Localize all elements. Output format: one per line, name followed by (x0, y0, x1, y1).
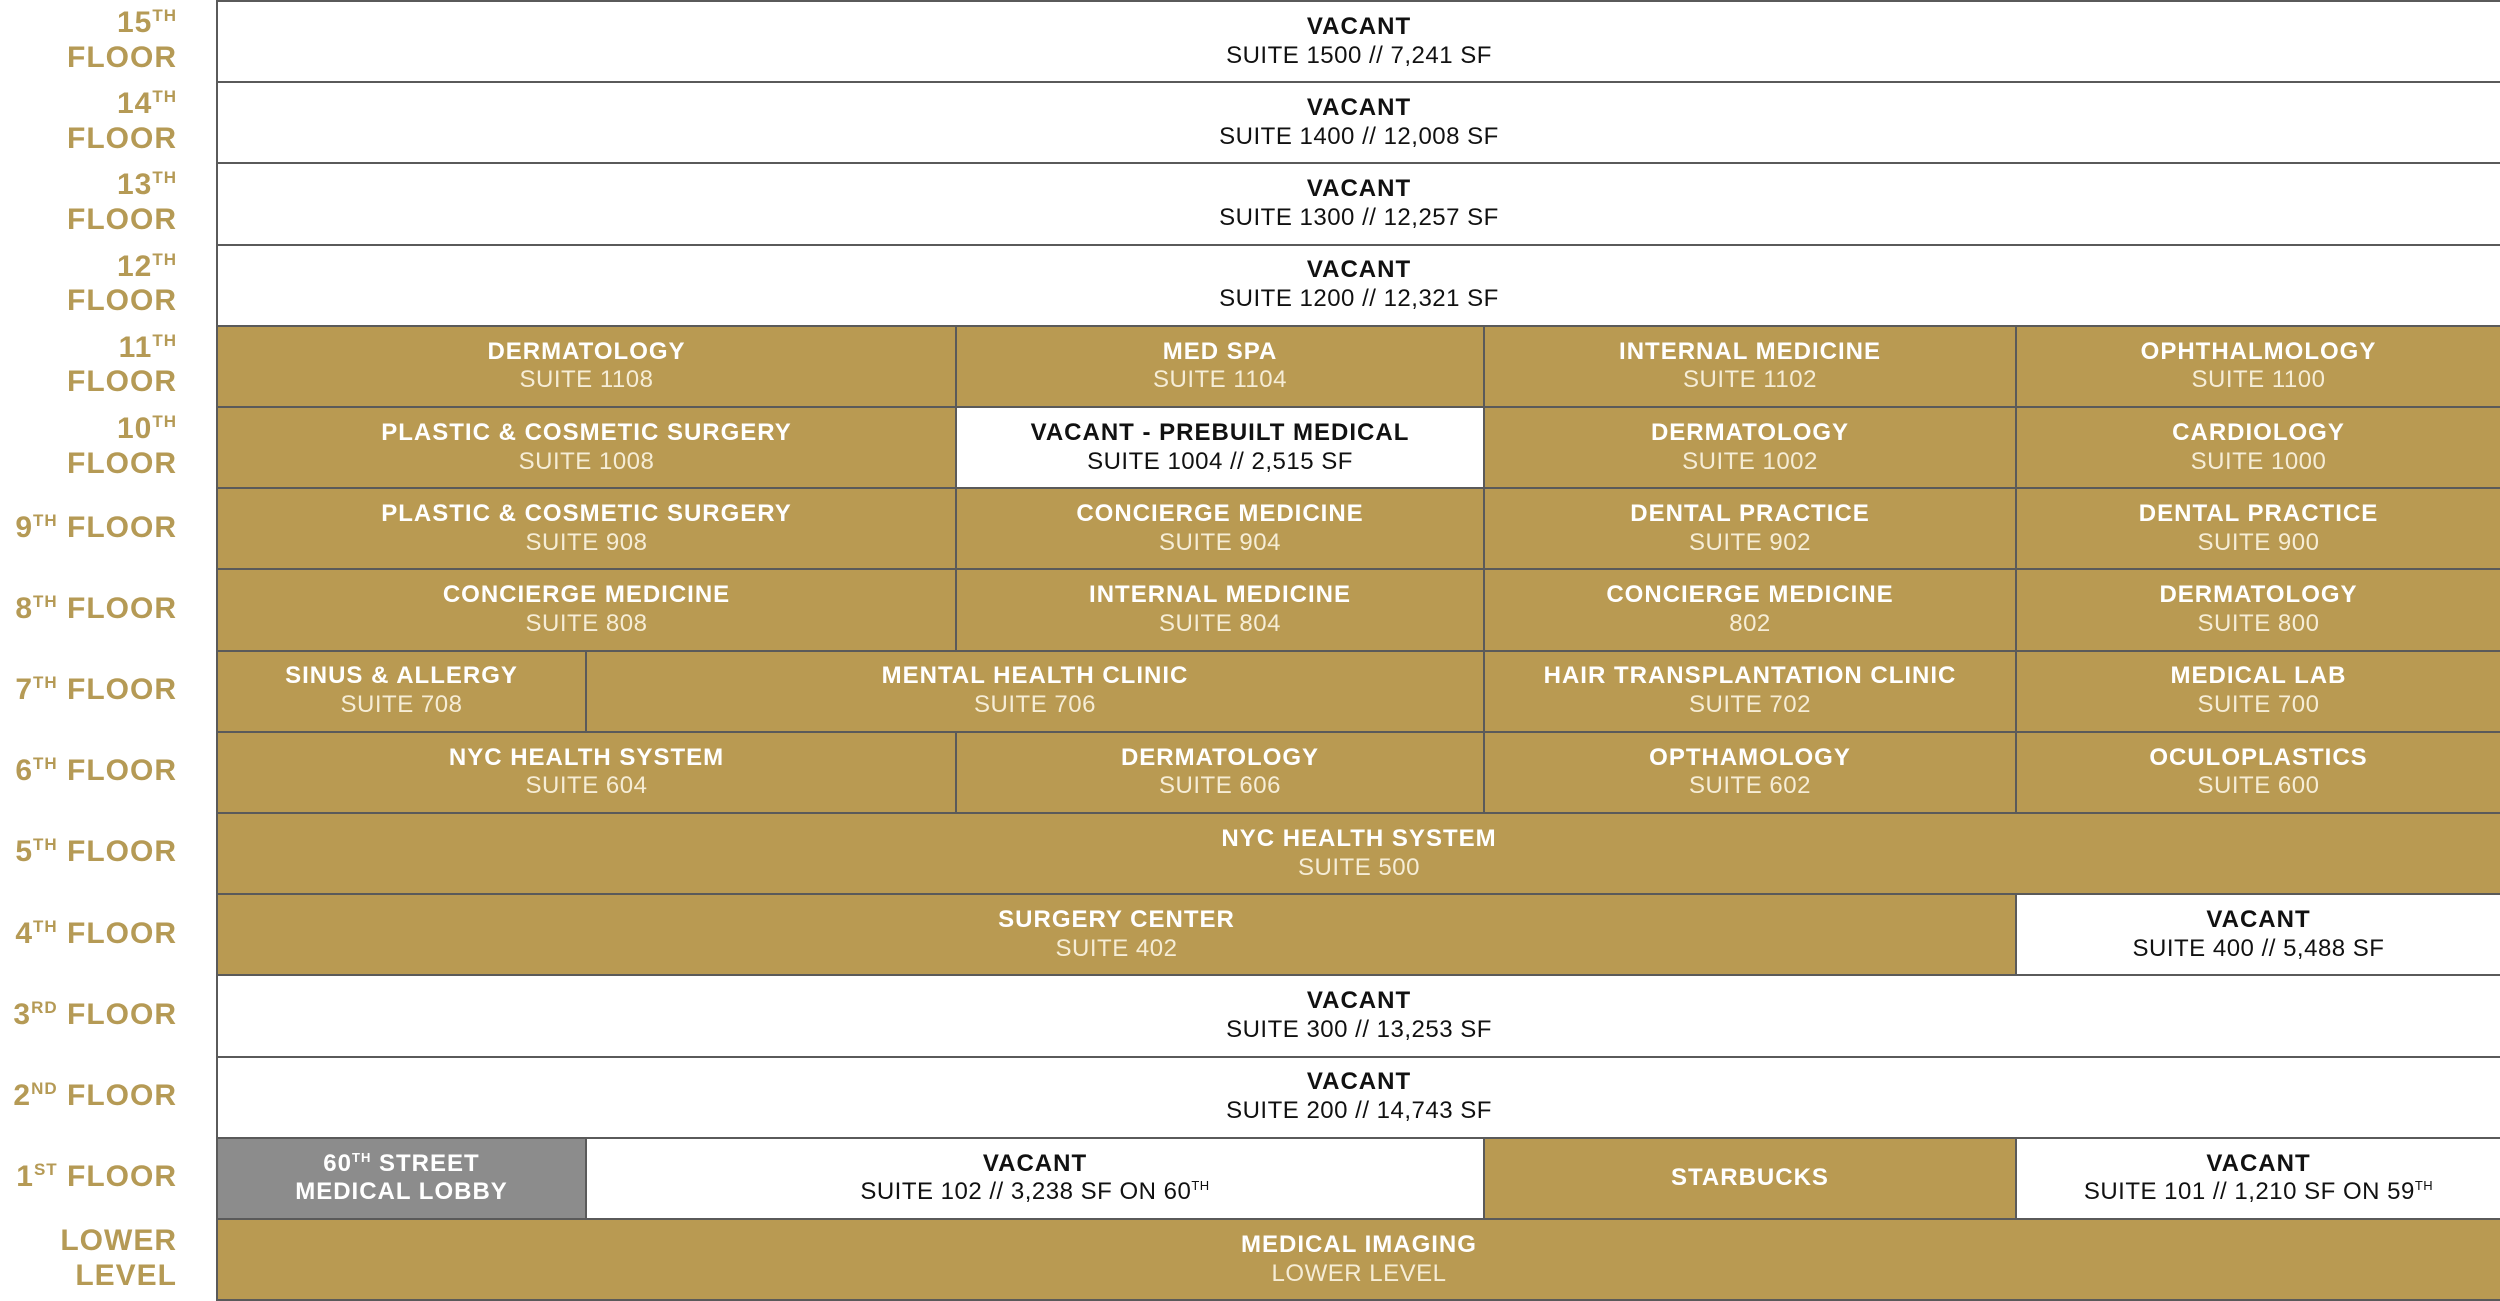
suite-name (1307, 94, 1411, 123)
suite-name (2139, 500, 2378, 529)
suite-detail-text: SUITE 804 (1159, 609, 1281, 637)
suite-name-text: DERMATOLOGY (1650, 418, 1850, 446)
suite-detail-text: SUITE 606 (1159, 772, 1281, 800)
suite-detail-text: SUITE 1008 (518, 447, 655, 475)
suite-detail-text: 802 (1729, 609, 1771, 637)
suite-name (323, 1150, 479, 1179)
suite-detail (1226, 1097, 1492, 1126)
suite-name-text: DERMATOLOGY (2159, 581, 2358, 609)
suite-detail (1683, 366, 1817, 395)
floor-ordinal-suffix: TH (152, 6, 177, 26)
suite-name-text: VACANT (1306, 987, 1412, 1015)
suite-detail-text: SUITE 1500 // 7,241 SF (1226, 41, 1492, 69)
suite-name-text: CARDIOLOGY (2172, 418, 2345, 446)
suite-detail-text: SUITE 200 // 14,743 SF (1226, 1097, 1492, 1125)
suite-name (2149, 744, 2367, 773)
suite-block-11-4[interactable] (2015, 325, 2500, 408)
suite-block-6-2[interactable] (955, 731, 1485, 814)
floor-label-text: 5TH FLOOR (15, 835, 177, 869)
suite-block-7-4[interactable] (2015, 650, 2500, 733)
suite-block-9-3[interactable] (1483, 487, 2017, 570)
floor-label-text: 3RD FLOOR (13, 997, 177, 1031)
suite-detail-text: SUITE 602 (1689, 772, 1811, 800)
suite-block-8-3[interactable] (1483, 568, 2017, 651)
suite-name-text: OPTHAMOLOGY (1649, 743, 1851, 771)
suite-name-text: OPHTHALMOLOGY (2140, 337, 2377, 365)
suite-name-text: INTERNAL MEDICINE (1619, 337, 1881, 365)
suite-block-10-1[interactable] (216, 406, 957, 489)
suite-name-text: MENTAL HEALTH CLINIC (881, 662, 1189, 690)
suite-detail (1689, 691, 1811, 720)
suite-block-4-2[interactable] (2015, 893, 2500, 976)
suite-name (381, 419, 791, 448)
suite-name-text: MEDICAL LAB (2170, 662, 2347, 690)
floor-label-text: 9TH FLOOR (15, 510, 177, 544)
suite-name (983, 1150, 1087, 1179)
suite-name (381, 500, 791, 529)
suite-detail (2191, 448, 2327, 477)
suite-detail-text: SUITE 1200 // 12,321 SF (1219, 285, 1499, 313)
floor-label-7 (0, 650, 210, 731)
suite-name (449, 744, 724, 773)
suite-detail (2198, 772, 2320, 801)
suite-detail (1219, 204, 1499, 233)
suite-name (1163, 338, 1278, 367)
floor-label-11 (0, 325, 210, 406)
suite-detail (1689, 772, 1811, 801)
floor-ordinal-suffix: TH (152, 330, 177, 350)
suite-detail-text: SUITE 1300 // 12,257 SF (1219, 203, 1499, 231)
suite-detail (1226, 1016, 1492, 1045)
suite-detail-text: SUITE 1004 // 2,515 SF (1087, 447, 1353, 475)
suite-name-text: NYC HEALTH SYSTEM (448, 743, 725, 771)
floor-label-text: 13TH FLOOR (67, 168, 177, 236)
suite-detail (1219, 285, 1499, 314)
floor-label-13 (0, 162, 210, 243)
suite-name (1121, 744, 1319, 773)
floor-label-text: 10TH FLOOR (67, 412, 177, 480)
suite-block-1-1[interactable] (216, 1137, 587, 1220)
suite-block-7-3[interactable] (1483, 650, 2017, 733)
suite-name-text: VACANT (1306, 175, 1412, 203)
suite-detail (519, 448, 655, 477)
floor-label-10 (0, 406, 210, 487)
floor-ordinal-suffix: TH (152, 249, 177, 269)
suite-name-text: DERMATOLOGY (1120, 743, 1320, 771)
suite-detail (1219, 123, 1499, 152)
suite-name-text: PLASTIC & COSMETIC SURGERY (381, 499, 792, 527)
suite-detail-text-superscript: TH (2414, 1178, 2434, 1194)
suite-detail-text: SUITE 1108 (519, 366, 654, 394)
suite-name (2171, 662, 2347, 691)
suite-detail (2198, 610, 2320, 639)
suite-block-14-1[interactable] (216, 81, 2500, 164)
suite-name-text: HAIR TRANSPLANTATION CLINIC (1543, 662, 1957, 690)
suite-detail-text: SUITE 500 (1298, 853, 1420, 881)
suite-name-text: CONCIERGE MEDICINE (1606, 581, 1894, 609)
suite-name-text: DENTAL PRACTICE (1630, 499, 1870, 527)
suite-name-text: CONCIERGE MEDICINE (442, 581, 731, 609)
suite-name (1630, 500, 1869, 529)
suite-detail-text: SUITE 1002 (1682, 447, 1818, 475)
suite-name (2206, 1150, 2310, 1179)
suite-block-8-1[interactable] (216, 568, 957, 651)
suite-name (1651, 419, 1849, 448)
suite-name (1089, 581, 1351, 610)
floor-label-text: 8TH FLOOR (15, 591, 177, 625)
floor-label-14 (0, 81, 210, 162)
suite-detail-text: SUITE 1000 (2190, 447, 2327, 475)
suite-block-6-1[interactable] (216, 731, 957, 814)
suite-name (2206, 906, 2310, 935)
suite-detail (526, 610, 648, 639)
suite-detail-text: SUITE 600 (2197, 772, 2320, 800)
suite-block-7-2[interactable] (585, 650, 1485, 733)
suite-name-text: STARBUCKS (1671, 1163, 1829, 1191)
suite-name-text-superscript: TH (352, 1149, 372, 1165)
suite-block-1-2[interactable] (585, 1137, 1485, 1220)
suite-detail-text: SUITE 604 (525, 772, 648, 800)
suite-detail (2198, 529, 2320, 558)
floor-ordinal-suffix: RD (31, 997, 58, 1017)
suite-detail-text: SUITE 1400 // 12,008 SF (1219, 122, 1499, 150)
suite-detail (1272, 1260, 1447, 1289)
suite-name-text: DENTAL PRACTICE (2138, 499, 2379, 527)
suite-block-9-4[interactable] (2015, 487, 2500, 570)
suite-name (1307, 256, 1411, 285)
suite-block-12-1[interactable] (216, 244, 2500, 327)
suite-detail (295, 1178, 508, 1207)
floor-label-text: 11TH FLOOR (67, 330, 177, 399)
floor-label-2 (0, 1056, 210, 1137)
suite-block-11-3[interactable] (1483, 325, 2017, 408)
floor-label-8 (0, 568, 210, 649)
suite-detail-text: SUITE 1104 (1153, 366, 1287, 394)
suite-block-9-1[interactable] (216, 487, 957, 570)
suite-detail-text: SUITE 800 (2197, 609, 2320, 637)
floor-ordinal-suffix: TH (33, 835, 58, 855)
suite-block-15-1[interactable] (216, 0, 2500, 83)
suite-block-8-4[interactable] (2015, 568, 2500, 651)
suite-block-lower-1[interactable] (216, 1218, 2500, 1301)
floor-label-4 (0, 893, 210, 974)
suite-name-text: VACANT (1306, 93, 1412, 121)
suite-name (443, 581, 730, 610)
suite-name (1606, 581, 1893, 610)
floor-label-text: LOWER LEVEL (60, 1224, 177, 1292)
suite-block-1-4[interactable] (2015, 1137, 2500, 1220)
suite-detail (1298, 854, 1420, 883)
suite-detail (1682, 448, 1818, 477)
suite-name (1221, 825, 1496, 854)
suite-detail (1226, 42, 1492, 71)
suite-name (1031, 419, 1410, 448)
floor-ordinal-suffix: TH (152, 168, 177, 188)
floor-label-text: 7TH FLOOR (15, 672, 177, 706)
suite-detail-text: SUITE 706 (974, 691, 1096, 719)
suite-detail (2198, 691, 2320, 720)
suite-detail-text: SUITE 902 (1689, 528, 1811, 556)
suite-detail-text: LOWER LEVEL (1271, 1259, 1447, 1287)
floor-label-15 (0, 0, 210, 81)
suite-block-8-2[interactable] (955, 568, 1485, 651)
suite-block-6-3[interactable] (1483, 731, 2017, 814)
suite-name-text: DERMATOLOGY (487, 337, 686, 365)
suite-detail-text: SUITE 101 // 1,210 SF ON 59TH (2083, 1178, 2434, 1206)
suite-block-4-1[interactable] (216, 893, 2017, 976)
suite-detail-text: SUITE 300 // 13,253 SF (1226, 1015, 1492, 1043)
suite-name (2172, 419, 2345, 448)
suite-name (285, 662, 518, 691)
suite-block-10-4[interactable] (2015, 406, 2500, 489)
suite-name-text: VACANT (2206, 1149, 2311, 1177)
floor-label-12 (0, 244, 210, 325)
suite-detail (341, 691, 463, 720)
suite-detail-text: SUITE 400 // 5,488 SF (2132, 934, 2385, 962)
floor-label-text: 6TH FLOOR (15, 754, 177, 788)
floor-label-5 (0, 812, 210, 893)
suite-detail (974, 691, 1096, 720)
suite-name-text: NYC HEALTH SYSTEM (1221, 824, 1497, 852)
suite-detail-text: SUITE 700 (2197, 691, 2320, 719)
suite-name (1671, 1164, 1829, 1193)
suite-detail (2192, 366, 2326, 395)
suite-name (998, 906, 1235, 935)
suite-block-11-1[interactable] (216, 325, 957, 408)
suite-detail-text-superscript: TH (1191, 1178, 1210, 1194)
suite-name (1307, 987, 1411, 1016)
suite-name (1307, 175, 1411, 204)
suite-detail (1729, 610, 1771, 639)
suite-block-11-2[interactable] (955, 325, 1485, 408)
suite-detail-text: SUITE 904 (1159, 528, 1281, 556)
suite-name (1076, 500, 1363, 529)
suite-name-text: OCULOPLASTICS (2149, 743, 2368, 771)
floor-label-text: 1ST FLOOR (16, 1160, 177, 1194)
suite-detail-text: SUITE 900 (2197, 528, 2320, 556)
suite-name (2141, 338, 2377, 367)
floor-ordinal-suffix: TH (33, 916, 58, 936)
suite-block-13-1[interactable] (216, 162, 2500, 245)
suite-name-text: INTERNAL MEDICINE (1089, 581, 1351, 609)
suite-block-10-3[interactable] (1483, 406, 2017, 489)
floor-ordinal-suffix: ND (31, 1078, 58, 1098)
suite-block-10-2[interactable] (955, 406, 1485, 489)
suite-block-9-2[interactable] (955, 487, 1485, 570)
suite-name-text: VACANT - PREBUILT MEDICAL (1030, 418, 1410, 446)
suite-block-6-4[interactable] (2015, 731, 2500, 814)
suite-detail (2133, 935, 2385, 964)
suite-name-text: PLASTIC & COSMETIC SURGERY (381, 418, 792, 446)
suite-detail-text: SUITE 1102 (1683, 366, 1817, 394)
suite-name (2159, 581, 2357, 610)
suite-detail (1689, 529, 1811, 558)
suite-name-text: SURGERY CENTER (998, 905, 1235, 933)
floor-label-6 (0, 731, 210, 812)
suite-detail-text: SUITE 1100 (2191, 366, 2326, 394)
suite-name (1649, 744, 1851, 773)
floor-label-lower (0, 1218, 210, 1299)
suite-detail-text: SUITE 402 (1055, 934, 1178, 962)
suite-detail (520, 366, 654, 395)
floor-label-3 (0, 974, 210, 1055)
suite-name (1307, 13, 1411, 42)
floor-ordinal-suffix: TH (33, 510, 58, 530)
suite-detail-text: SUITE 808 (525, 609, 648, 637)
floor-label-text: 12TH FLOOR (67, 249, 177, 318)
floor-ordinal-suffix: TH (33, 754, 58, 774)
suite-detail-text: SUITE 908 (525, 528, 648, 556)
floor-ordinal-suffix: TH (152, 412, 177, 432)
suite-name-text: VACANT (1306, 256, 1412, 284)
suite-detail (860, 1178, 1209, 1207)
suite-block-3-1[interactable] (216, 974, 2500, 1057)
suite-name (1241, 1231, 1477, 1260)
suite-block-7-1[interactable] (216, 650, 587, 733)
suite-detail (1159, 772, 1281, 801)
floor-ordinal-suffix: TH (33, 591, 58, 611)
suite-detail (1159, 610, 1281, 639)
suite-detail (2084, 1178, 2433, 1207)
suite-detail-text: SUITE 708 (340, 691, 463, 719)
suite-name (1619, 338, 1881, 367)
floor-ordinal-suffix: TH (33, 672, 58, 692)
suite-detail (1159, 529, 1281, 558)
suite-block-1-3[interactable] (1483, 1137, 2017, 1220)
floor-label-text: 14TH FLOOR (67, 87, 177, 155)
floor-ordinal-suffix: ST (33, 1160, 58, 1180)
suite-name-text: 60TH STREET (323, 1149, 480, 1177)
suite-name (487, 338, 685, 367)
floor-label-text: 2ND FLOOR (13, 1078, 177, 1112)
floor-ordinal-suffix: TH (152, 87, 177, 107)
suite-detail (1087, 448, 1353, 477)
suite-name-text: MEDICAL IMAGING (1241, 1230, 1477, 1258)
floor-label-9 (0, 487, 210, 568)
suite-detail (1056, 935, 1178, 964)
suite-name-text: SINUS & ALLERGY (285, 662, 518, 690)
suite-name-text: VACANT (1306, 12, 1412, 40)
suite-name (1307, 1068, 1411, 1097)
suite-detail (1153, 366, 1287, 395)
suite-name-text: CONCIERGE MEDICINE (1076, 499, 1364, 527)
suite-detail (526, 529, 648, 558)
suite-name-text: VACANT (1306, 1068, 1412, 1096)
floor-label-text: 4TH FLOOR (15, 916, 177, 950)
suite-name (882, 662, 1189, 691)
suite-block-2-1[interactable] (216, 1056, 2500, 1139)
suite-detail (526, 772, 648, 801)
suite-detail-text: SUITE 702 (1689, 691, 1811, 719)
suite-name-text: VACANT (982, 1149, 1088, 1177)
suite-detail-text: MEDICAL LOBBY (295, 1178, 508, 1206)
suite-name (1544, 662, 1957, 691)
suite-block-5-1[interactable] (216, 812, 2500, 895)
floor-label-1 (0, 1137, 210, 1218)
floor-label-text: 15TH FLOOR (67, 6, 177, 74)
suite-name-text: VACANT (2206, 905, 2311, 933)
suite-name-text: MED SPA (1162, 337, 1278, 365)
suite-detail-text: SUITE 102 // 3,238 SF ON 60TH (860, 1178, 1210, 1206)
